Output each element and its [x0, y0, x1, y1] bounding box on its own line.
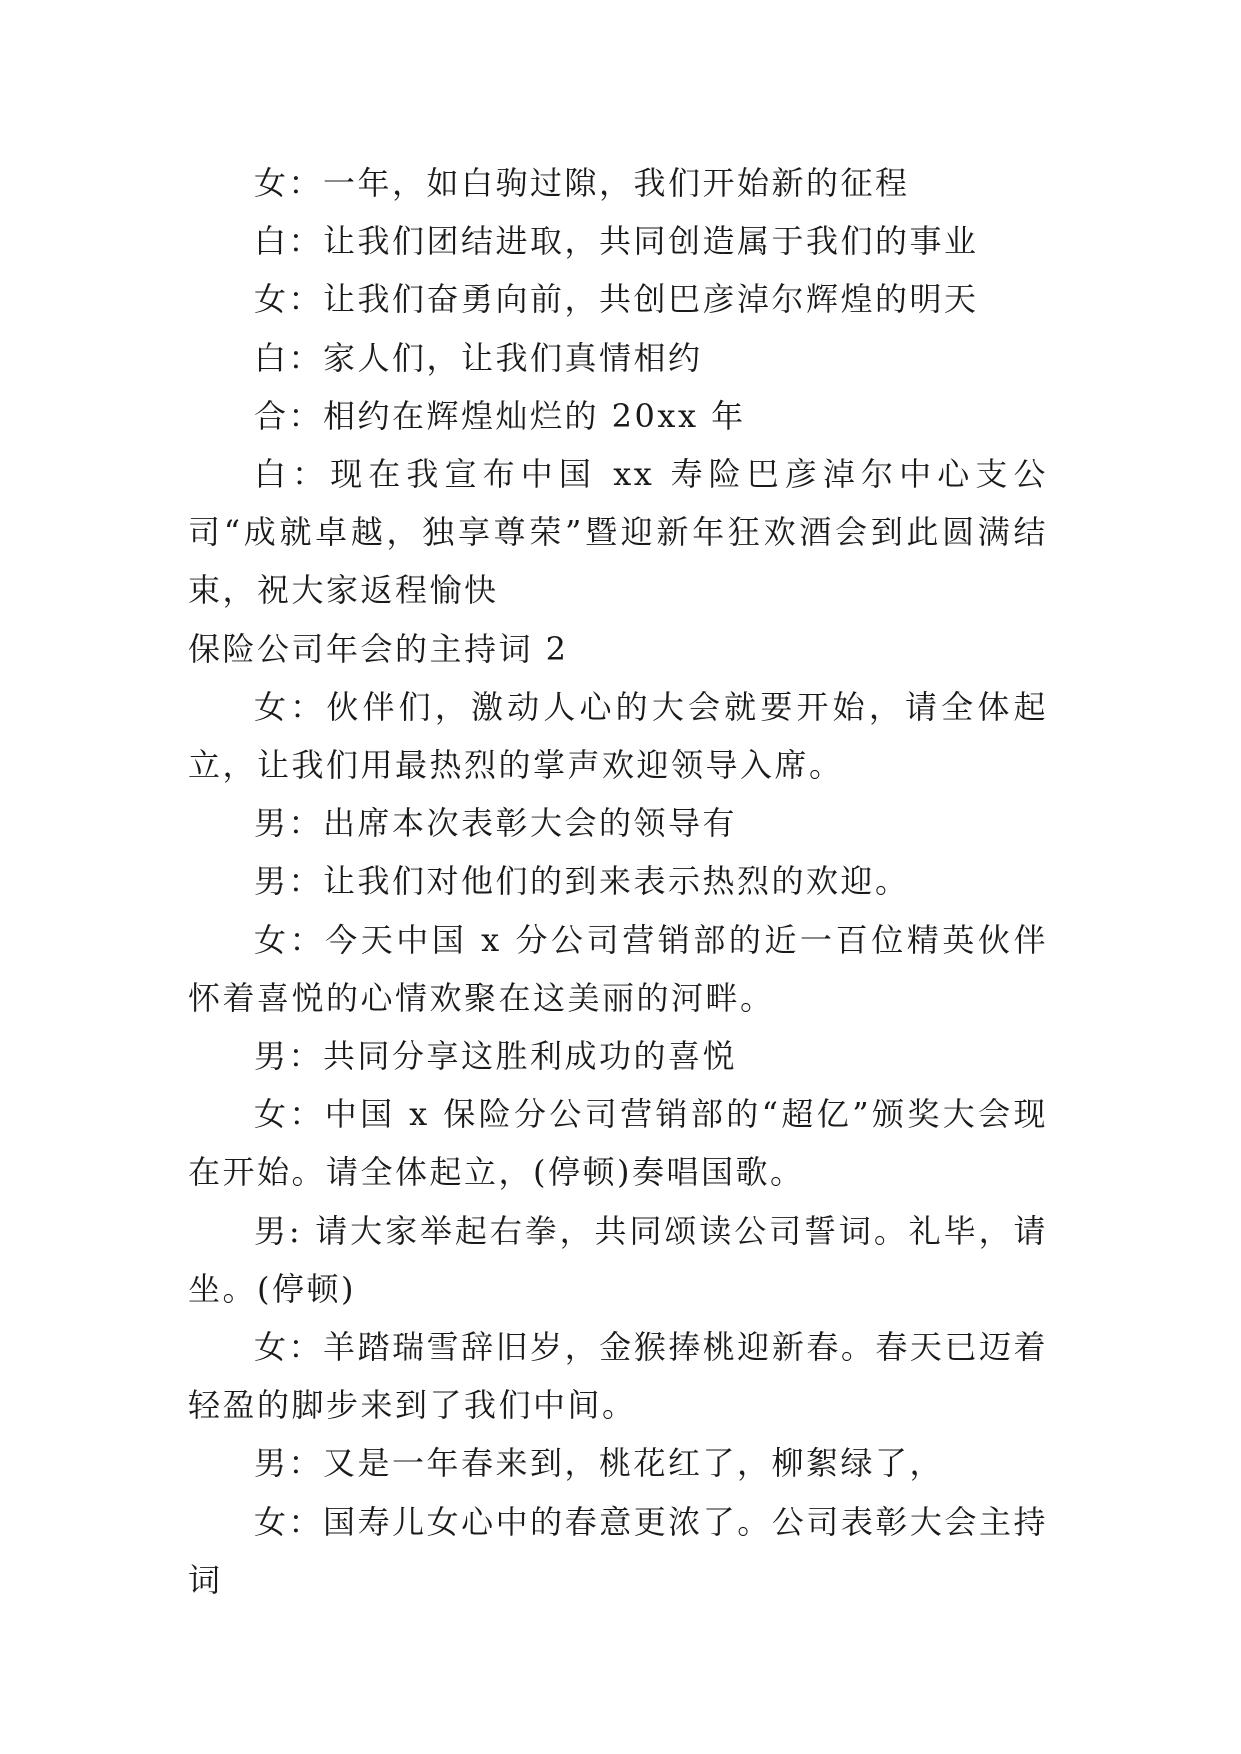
paragraph: 合：相约在辉煌灿烂的 20xx 年 — [254, 396, 746, 435]
paragraph: 女：让我们奋勇向前，共创巴彦淖尔辉煌的明天 — [254, 280, 979, 319]
paragraph: 男：出席本次表彰大会的领导有 — [254, 804, 738, 843]
paragraph: 女：国寿儿女心中的春意更浓了。公司表彰大会主持词 — [188, 1502, 1048, 1599]
paragraph: 白：现在我宣布中国 xx 寿险巴彦淖尔中心支公司“成就卓越，独享尊荣”暨迎新年狂欢酒会到此圆满结束，祝大家返程愉快 — [188, 455, 1048, 610]
paragraph: 男: 请大家举起右拳，共同颂读公司誓词。礼毕，请坐。(停顿) — [188, 1211, 1048, 1308]
paragraph: 白：让我们团结进取，共同创造属于我们的事业 — [254, 222, 979, 261]
paragraph: 男：共同分享这胜利成功的喜悦 — [254, 1037, 738, 1076]
paragraph: 女：中国 x 保险分公司营销部的“超亿”颁奖大会现在开始。请全体起立，(停顿)奏唱国歌。 — [188, 1095, 1048, 1192]
paragraph: 白：家人们，让我们真情相约 — [254, 338, 703, 377]
paragraph: 女：今天中国 x 分公司营销部的近一百位精英伙伴怀着喜悦的心情欢聚在这美丽的河畔。 — [188, 920, 1048, 1017]
paragraph: 男：又是一年春来到，桃花红了，柳絮绿了， — [254, 1444, 945, 1483]
paragraph: 女：一年，如白驹过隙，我们开始新的征程 — [254, 164, 910, 202]
paragraph: 女：伙伴们，激动人心的大会就要开始，请全体起立，让我们用最热烈的掌声欢迎领导入席。 — [188, 687, 1048, 785]
paragraph: 女：羊踏瑞雪辞旧岁，金猴捧桃迎新春。春天已迈着轻盈的脚步来到了我们中间。 — [188, 1328, 1048, 1425]
section-heading: 保险公司年会的主持词 2 — [188, 629, 569, 668]
document-body — [188, 154, 1048, 1609]
paragraph: 男：让我们对他们的到来表示热烈的欢迎。 — [254, 862, 910, 901]
